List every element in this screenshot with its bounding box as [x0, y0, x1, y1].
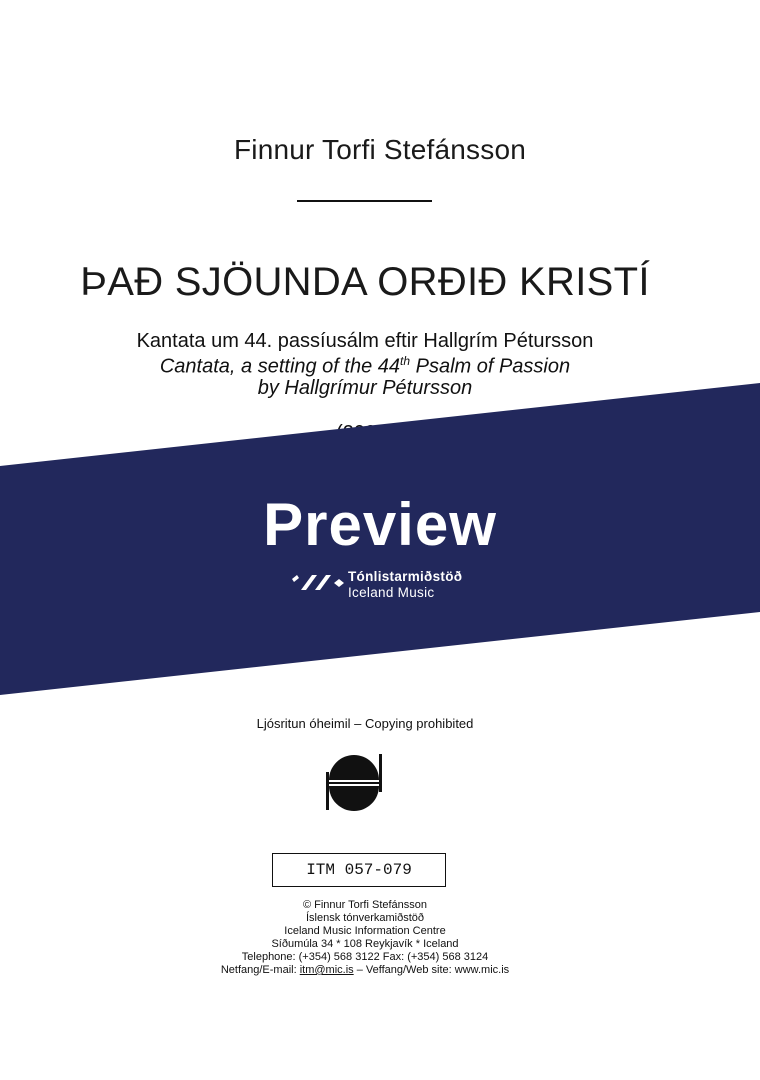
- address-line: Iceland Music Information Centre: [284, 925, 446, 937]
- address-line: Telephone: (+354) 568 3122 Fax: (+354) 568 3124: [241, 951, 489, 963]
- address-line: Íslensk tónverkamiðstöð: [306, 912, 424, 924]
- subtitle-english-sup: th: [400, 354, 411, 368]
- work-title: ÞAÐ SJÖUNDA ORÐIÐ KRISTÍ: [80, 260, 650, 304]
- org-name-english: Iceland Music: [348, 585, 435, 600]
- subtitle-english-part-a: Cantata, a setting of the 44: [159, 355, 401, 378]
- org-name-icelandic: Tónlistarmiðstöð: [348, 569, 463, 584]
- subtitle-icelandic: Kantata um 44. passíusálm eftir Hallgrím Pétursson: [136, 330, 594, 352]
- iceland-music-logo-icon: [290, 568, 350, 594]
- email-link[interactable]: itm@mic.is: [299, 964, 354, 976]
- subtitle-english-part-b: Psalm of Passion: [410, 355, 571, 378]
- address-line: © Finnur Torfi Stefánsson: [302, 899, 428, 911]
- address-line: Síðumúla 34 * 108 Reykjavík * Iceland: [271, 938, 459, 950]
- composer-name: Finnur Torfi Stefánsson: [233, 134, 526, 165]
- itm-publisher-logo-icon: [323, 752, 385, 812]
- website-text: – Veffang/Web site: www.mic.is: [353, 964, 510, 976]
- preview-label: Preview: [263, 491, 497, 558]
- copying-prohibited-note: Ljósritun óheimil – Copying prohibited: [256, 716, 474, 731]
- catalog-number: ITM 057-079: [272, 853, 446, 887]
- subtitle-english-author: by Hallgrímur Pétursson: [257, 377, 473, 399]
- contact-line: [0, 964, 730, 978]
- email-label: Netfang/E-mail:: [220, 964, 300, 976]
